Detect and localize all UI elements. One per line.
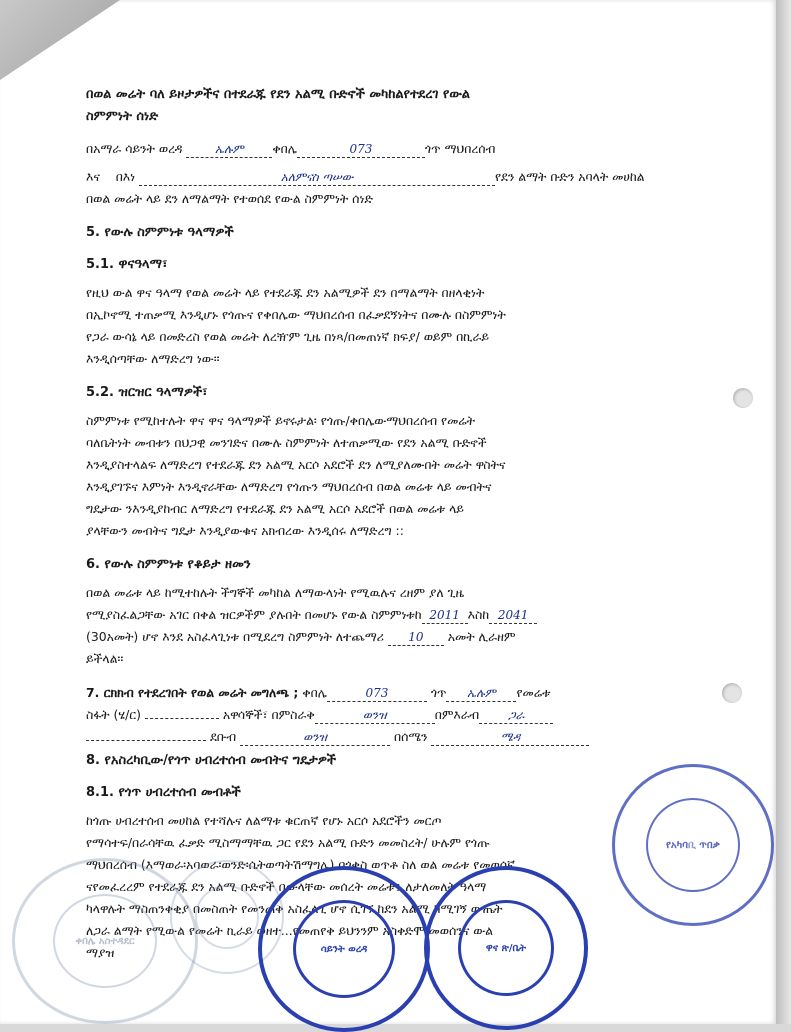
section-8-1-body: ከጎጡ ሀብረተሰብ መሀከል የተሻሉና ለልማቱ ቁርጠኛ የሆኑ አርሶ አደሮችን መርጦ የማሳተፍ/በራሳቸዉ ፈቃድ ሚስማማቸዉ ጋር የደን አልሚ ቡድን መመስረት/ ሁሉም የጎጡ ማህበረሰብ (እማወራ፡አባወራ፡ወንድ፡ሴትወጣትሽማግሌ) በጎቂስ ወጥቶ ስለ ወል መሬቱ የመወሰኛ ናየመፈረረም የተደራጁ ደን አልሚ ቡድኖች በውላቸው መሰረት መሬቱን ለታለመለት ዓላማ ካላዋሉት ማስጠንቀቂያ በመስጠት የመንጠቅ አስፈላጊ ሆኖ ሲገኝ ከደን አልሚ ከሚገኝ ውጤት ለጋራ ልማት የሚውል የመሬት ኪራይ ወዘተ...የመጠየቅ ይህንንም አስቀድሞ መወሰንና ውል ማያዝ: [86, 813, 515, 960]
group-leader-field: አለምናስ ጣሠው: [139, 169, 495, 186]
section-5-1-heading: 5.1. ዋናዓላማ፣: [86, 257, 168, 272]
party-line-3: በወል መሬት ላይ ደን ለማልማት የተወሰደ የውል ስምምነት ሰነድ: [86, 191, 373, 206]
section-8-heading: 8. የአስረካቢው/የጎጥ ሀብረተሰብ መብትና ግዴታዎች: [86, 753, 337, 768]
land-kebele-field: 073: [327, 685, 427, 702]
section-6-heading: 6. የውሉ ስምምነቱ የቆይታ ዘመን: [86, 557, 251, 572]
section-6-body: በወል መሬቱ ላይ ከሚተከሉት ችግኞች መካከል ለማውላነት የሚዉሉና ረዘም ያለ ጊዜ የሚያስፈልጋቸው አገር በቀል ዝርዎችም ያሉበት በመሆኑ የውል ስምምነቱከ 2011 እስከ 2041 (30አመት) ሆኖ እንደ አስፈላጊነቱ በሚደረግ ስምምነት ለተጨማሪ 10 አመት ሊራዘም ይችላል፡፡: [86, 582, 692, 670]
faded-stamp-text: ቀበሌ አስተዳደር: [53, 894, 157, 988]
punch-hole: [733, 388, 753, 408]
section-7: 7. ርክክብ የተደረገበት የወል መሬት መግለጫ ; ቀበሌ 073 ጎጥ ኤሉም የመሬቱ ስፋት (ሄ/ር) አዋሳኞች፣ በምስራቅ ወንዝ በምእራብ ጋራ ደቡብ ወንዝ በሰሜን ሜዳ: [86, 682, 692, 748]
official-stamp: [612, 764, 774, 926]
official-stamp-text: የአካባቢ ጥበቃ: [646, 798, 740, 892]
page-edge: [776, 0, 791, 1024]
title-line: ስምምነት ሰነድ: [86, 109, 159, 124]
section-8-1-heading: 8.1. የጎጥ ሀብረተሰብ መብቶች: [86, 785, 241, 800]
section-5-2-body: ስምምነቱ የሚከተሉት ዋና ዋና ዓላማዎች ይኖሩታል፡ የጎጡ/ቀበሌውማህበረሰብ የመሬት ባለቤትነት መብቱን በህጋዊ መንገድና በሙሉ ስምምነት ለተጠቃሚው የደን አልሚ ቡድኖች እንዲያስተላልፍ ለማድረግ የተደራጁ ደን አልሚ አርሶ አደሮች ደን ለሚያለሙበት መሬት ዋስትና እንዲያገኙና እምነት እንዲኖራቸው ለማድረግ የጎጡን ማህበረሰብ በወል መሬቱ ላይ መብትና ግዴታው ንእንዲያከብር ለማድረግ የተደራጁ ደን አልሚ አርሶ አደሮች በወል መሬቱ ላይ ያላቸውን መብትና ግዴታ እንዲያውቁና አክብረው እንዲሰሩ ለማድረግ ::: [86, 413, 506, 538]
from-year-field: 2011: [422, 607, 468, 624]
south-field: ወንዝ: [240, 729, 390, 746]
punch-hole: [722, 683, 742, 703]
official-stamp: [424, 866, 588, 1030]
faded-stamp: [12, 858, 198, 1024]
party-line-2: እና በእነ አለምናስ ጣሠው የደን ልማት ቡድን አባላት መሀከል: [86, 169, 645, 184]
west-field: ጋራ: [479, 707, 553, 724]
east-field: ወንዝ: [315, 707, 435, 724]
document-title: [86, 84, 692, 128]
extension-years-field: 10: [388, 629, 444, 646]
official-stamp-text: ዋና ጽ/ቤት: [458, 900, 554, 996]
official-stamp: [258, 866, 430, 1032]
party-line-1: በአማራ ሳይንት ወረዳ ኤሉም ቀበሌ 073 ጎጥ ማህበረሰብ: [86, 141, 496, 156]
title-line: በወል መሬት ባለ ይዞታዎችና በተደራጁ የደን አልሚ ቡድኖች መካከልየተደረገ የውል: [86, 87, 471, 102]
land-gott-field: ኤሉም: [446, 685, 516, 702]
area-field: [145, 706, 219, 719]
document-body: [86, 84, 692, 964]
section-5-2-heading: 5.2. ዝርዝር ዓላማዎች፣: [86, 385, 208, 400]
kebele-label: ቀበሌ: [272, 141, 297, 156]
blank-field: [86, 728, 206, 741]
section-5-heading: 5. የውሉ ስምምነቱ ዓላማዎች: [86, 225, 234, 240]
section-5-1-body: የዚህ ውል ዋና ዓላማ የወል መሬት ላይ የተደራጁ ደን አልሚዎች ደን በማልማት በዘላቂነት በኢኮኖሚ ተጠቃሚ እንዲሆኑ የጎጡና የቀበሌው ማህበረሰብ በፈቃደኝነትና በሙሉ በስምምነት የጋራ ውሳኔ ላይ በመድረስ የወል መሬት ለረዥም ጊዜ በነጻ/በመጠነኛ ክፍያ/ ወይም በኪራይ እንዲሰጣቸው ለማድረግ ነው፡፡: [86, 285, 506, 366]
north-field: ሜዳ: [431, 729, 589, 746]
section-7-heading: 7. ርክክብ የተደረገበት የወል መሬት መግለጫ ;: [86, 685, 299, 700]
to-year-field: 2041: [489, 607, 537, 624]
kebele-field: 073: [297, 141, 425, 158]
woreda-field: ኤሉም: [186, 141, 272, 158]
official-stamp-text: ሳይንት ወረዳ: [293, 900, 395, 998]
